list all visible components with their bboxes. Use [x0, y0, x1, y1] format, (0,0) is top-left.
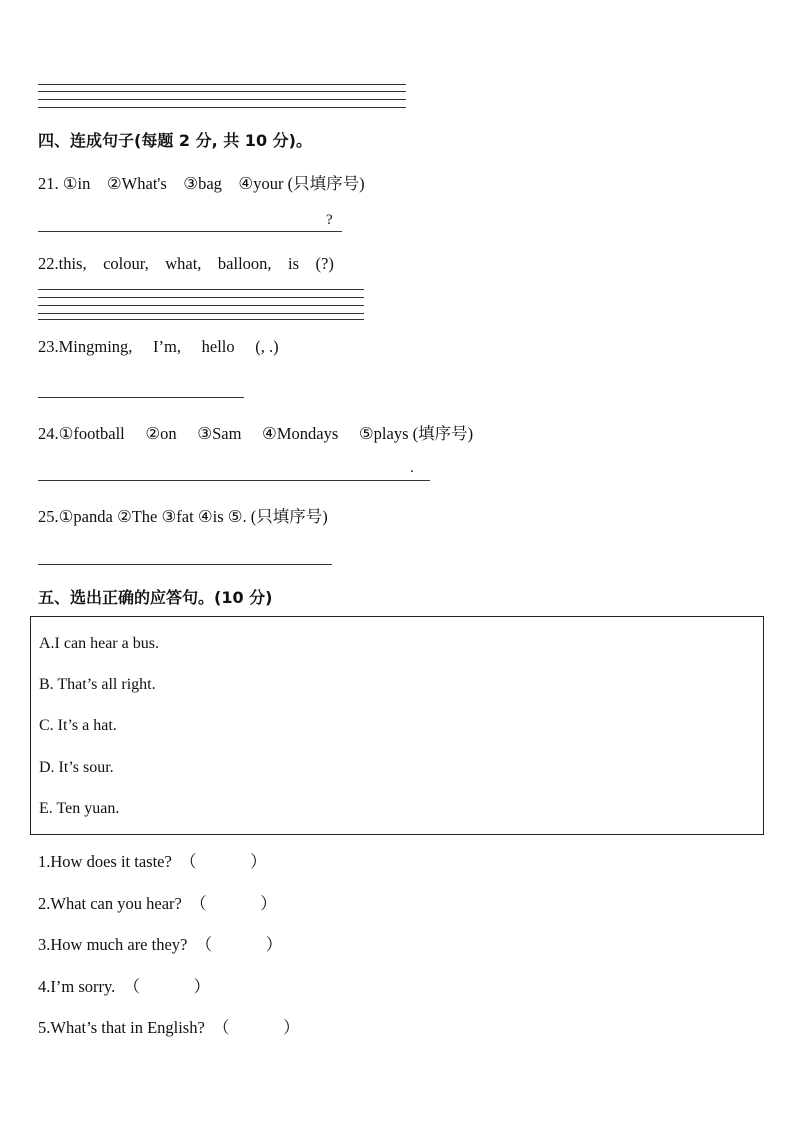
writing-line — [38, 91, 406, 92]
answer-line-23[interactable] — [38, 397, 244, 398]
section-4-title: 四、连成句子(每题 2 分, 共 10 分)。 — [38, 131, 312, 150]
writing-line — [38, 297, 364, 298]
option-e: E. Ten yuan. — [39, 800, 120, 817]
option-c: C. It’s a hat. — [39, 717, 117, 734]
question-25: 25.①panda ②The ③fat ④is ⑤. (只填序号) — [38, 507, 328, 526]
question-22: 22.this, colour, what, balloon, is (?) — [38, 254, 334, 273]
options-box — [30, 616, 764, 835]
response-question-4: 4.I’m sorry. （ ） — [38, 977, 211, 996]
response-question-3: 3.How much are they? （ ） — [38, 935, 283, 954]
question-21: 21. ①in ②What's ③bag ④your (只填序号) — [38, 174, 365, 193]
question-mark-21: ? — [326, 212, 333, 228]
answer-line-25[interactable] — [38, 564, 332, 565]
question-24: 24.①football ②on ③Sam ④Mondays ⑤plays (填序号) — [38, 424, 474, 443]
response-question-1: 1.How does it taste? （ ） — [38, 852, 267, 871]
response-question-5: 5.What’s that in English? （ ） — [38, 1018, 300, 1037]
writing-line — [38, 319, 364, 320]
option-a: A.I can hear a bus. — [39, 635, 159, 652]
writing-line — [38, 107, 406, 108]
writing-line — [38, 305, 364, 306]
writing-line — [38, 99, 406, 100]
answer-line-24[interactable] — [38, 480, 430, 481]
answer-line-21[interactable] — [38, 231, 342, 232]
response-question-2: 2.What can you hear? （ ） — [38, 894, 277, 913]
question-23: 23.Mingming, I’m, hello (, .) — [38, 337, 279, 356]
option-d: D. It’s sour. — [39, 759, 114, 776]
section-5-title: 五、选出正确的应答句。(10 分) — [38, 588, 273, 607]
option-b: B. That’s all right. — [39, 676, 156, 693]
writing-line — [38, 313, 364, 314]
period-24: . — [410, 460, 414, 476]
writing-line — [38, 84, 406, 85]
writing-line — [38, 289, 364, 290]
